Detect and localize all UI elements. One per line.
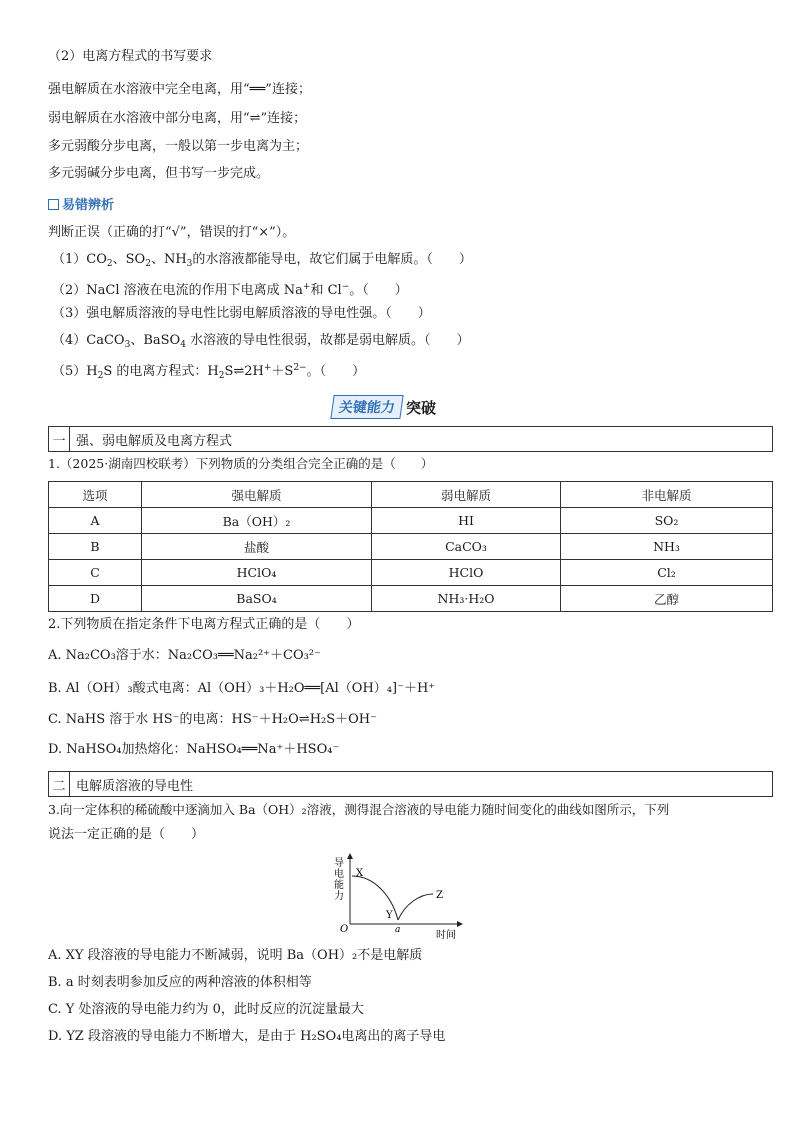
- requirement-line-1: 强电解质在水溶液中完全电离，用“══”连接；: [48, 82, 311, 97]
- checkbox-square-icon: [48, 199, 59, 210]
- error-analysis-intro: 判断正误（正确的打“√”，错误的打“×”）。: [48, 225, 296, 240]
- error-item-3: （3）强电解质溶液的导电性比弱电解质溶液的导电性强。（ ）: [52, 306, 431, 321]
- banner-text: 突破: [406, 398, 437, 417]
- table-row: A Ba（OH）₂ HI SO₂: [49, 508, 773, 534]
- question-3-option-c: C. Y 处溶液的导电能力约为 0，此时反应的沉淀量最大: [48, 1002, 364, 1017]
- question-3-line-1: 3.向一定体积的稀硫酸中逐滴加入 Ba（OH）₂溶液，测得混合溶液的导电能力随时间变化的曲线如图所示，下列: [48, 802, 670, 817]
- section-2-bar: [48, 771, 773, 797]
- question-2-option-a: A. Na₂CO₃溶于水：Na₂CO₃══Na₂²⁺＋CO₃²⁻: [48, 648, 321, 663]
- section-1-number: 一: [49, 427, 70, 451]
- x-axis-label: 时间: [436, 930, 456, 940]
- table-row: C HClO₄ HClO Cl₂: [49, 560, 773, 586]
- point-z-label: Z: [436, 890, 443, 901]
- requirement-line-3: 多元弱酸分步电离，一般以第一步电离为主；: [48, 139, 309, 154]
- classification-table: [48, 481, 773, 612]
- table-header: 强电解质: [142, 482, 372, 508]
- question-3-line-2: 说法一定正确的是（ ）: [48, 827, 205, 842]
- y-axis-label: 导电能力: [334, 858, 344, 902]
- question-2-option-d: D. NaHSO₄加热熔化：NaHSO₄══Na⁺＋HSO₄⁻: [48, 742, 340, 757]
- table-header: 选项: [49, 482, 142, 508]
- table-header: 非电解质: [561, 482, 773, 508]
- error-item-2: （2）NaCl 溶液在电流的作用下电离成 Na+和 Cl−。（ ）: [52, 282, 408, 298]
- question-2: 2.下列物质在指定条件下电离方程式正确的是（ ）: [48, 617, 360, 632]
- error-item-5: $(5)H_2S$ 的电离方程式：$H_2S\rightleftharpoons 2H^++S^{2-}$。（ ）: [52, 363, 366, 381]
- x-marker-label: a: [395, 925, 401, 935]
- origin-label: O: [340, 924, 349, 935]
- requirement-line-4: 多元弱碱分步电离，但书写一步完成。: [48, 166, 270, 181]
- table-header-row: [49, 482, 773, 508]
- question-3-option-d: D. YZ 段溶液的导电能力不断增大，是由于 H₂SO₄电离出的离子导电: [48, 1029, 446, 1044]
- section-1-title: 强、弱电解质及电离方程式: [76, 433, 233, 449]
- error-analysis-heading-text: 易错辨析: [62, 198, 115, 213]
- conductivity-chart: [330, 852, 465, 940]
- table-header: 弱电解质: [372, 482, 561, 508]
- requirement-line-2: 弱电解质在水溶液中部分电离，用“⇌”连接；: [48, 111, 307, 126]
- question-2-option-c: C. NaHS 溶于水 HS⁻的电离：HS⁻＋H₂O⇌H₂S＋OH⁻: [48, 712, 377, 727]
- question-1: 1.（2025·湖南四校联考）下列物质的分类组合完全正确的是（ ）: [48, 456, 434, 471]
- question-3-option-a: A. XY 段溶液的导电能力不断减弱，说明 Ba（OH）₂不是电解质: [48, 948, 423, 963]
- banner-badge: 关键能力: [330, 395, 403, 419]
- section-1-bar: [48, 426, 773, 452]
- section-2-number: 二: [49, 772, 70, 796]
- requirement-title: （2）电离方程式的书写要求: [48, 49, 213, 64]
- curve-yz: [398, 894, 433, 920]
- error-item-1: $(1)CO_2$、$SO_2$、$NH_3$的水溶液都能导电，故它们属于电解质。（ ）: [52, 252, 472, 269]
- point-y-label: Y: [386, 910, 393, 921]
- point-x-label: X: [356, 868, 364, 879]
- table-row: D BaSO₄ NH₃·H₂O 乙醇: [49, 586, 773, 612]
- table-row: B 盐酸 CaCO₃ NH₃: [49, 534, 773, 560]
- section-banner: [332, 395, 436, 419]
- question-3-option-b: B. a 时刻表明参加反应的两种溶液的体积相等: [48, 975, 312, 990]
- error-analysis-heading: [48, 197, 114, 215]
- section-2-title: 电解质溶液的导电性: [76, 778, 194, 794]
- error-item-4: （4）CaCO$_3$、BaSO$_4$ 水溶液的导电性很弱，故都是弱电解质。（ ）: [52, 333, 470, 350]
- question-2-option-b: B. Al（OH）₃酸式电离：Al（OH）₃＋H₂O══[Al（OH）₄]⁻＋H⁺: [48, 681, 436, 696]
